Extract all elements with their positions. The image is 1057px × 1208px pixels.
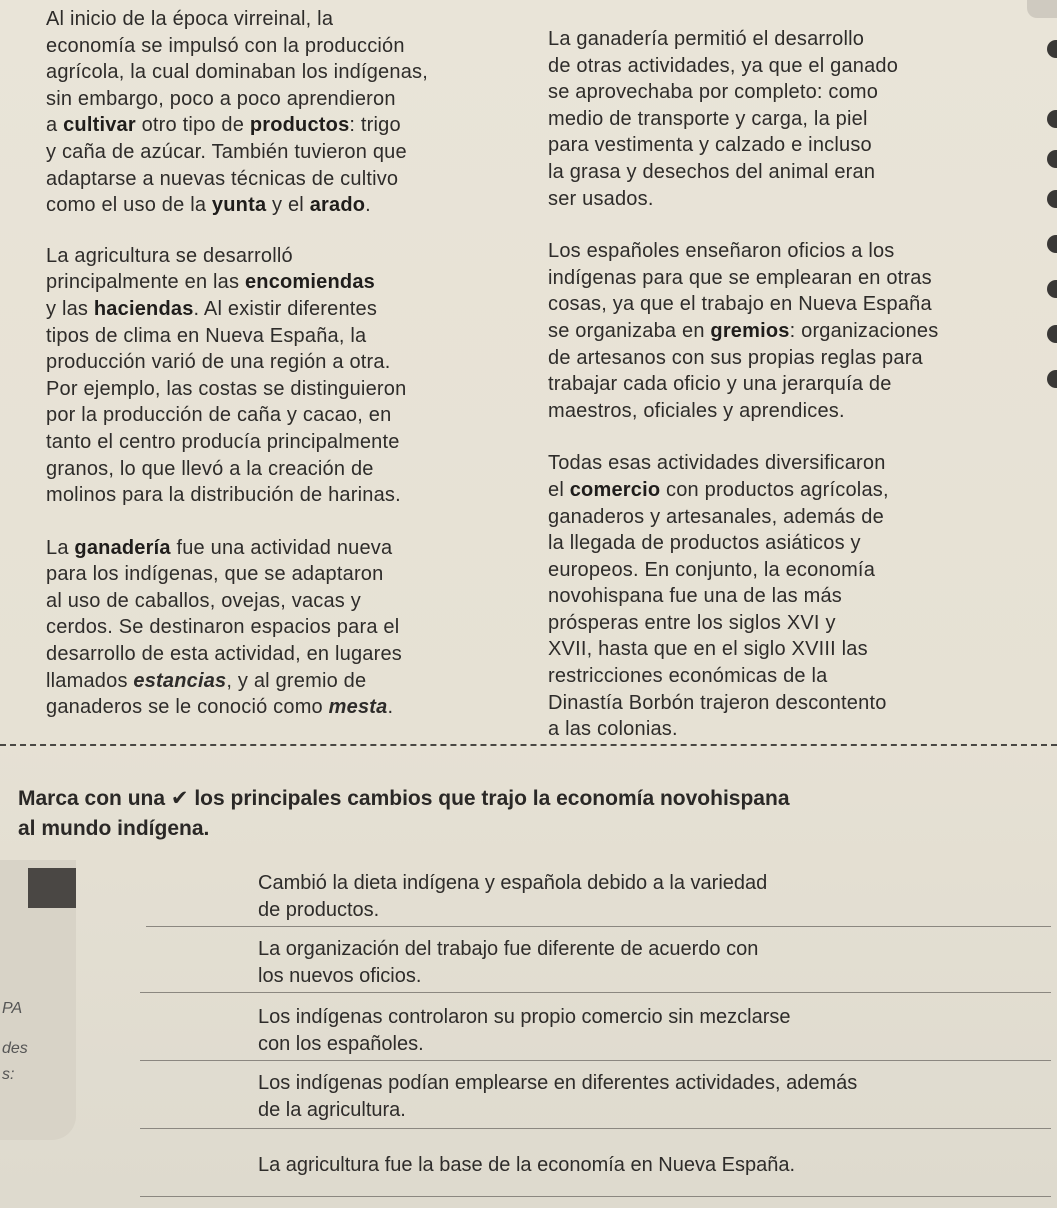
option-dieta[interactable]: Cambió la dieta indígena y española debido a la variedad de productos.: [258, 872, 768, 921]
margin-fragment: PA: [2, 1000, 23, 1017]
paragraph-agricultura: La agricultura se desarrolló principalmente en las encomiendas y las haciendas. Al existir diferentes tipos de clima en Nueva España, la producción varió de una región a otra. Por ejemplo, las costas se distinguieron por la producción de caña y cacao, en tanto el centro producía principalmente granos, lo que llevó a la creación de molinos para la distribución de harinas.: [46, 244, 407, 507]
paragraph-economia: Al inicio de la época virreinal, la economía se impulsó con la producción agrícola, la cual dominaban los indígenas, sin embargo, poco a poco aprendieron a cultivar otro tipo de productos: trigo y caña de azúcar. También tuvieron que adaptarse a nuevas técnicas de cultivo como el uso de la yunta y el arado.: [46, 8, 428, 217]
option-actividades[interactable]: Los indígenas podían emplearse en diferentes actividades, además de la agricultura.: [258, 1072, 858, 1121]
dashed-divider: [0, 744, 1057, 746]
answer-line: [140, 1060, 1051, 1061]
paragraph-ganaderia: La ganadería fue una actividad nueva para los indígenas, que se adaptaron al uso de caballos, ovejas, vacas y cerdos. Se destinaron espacios para el desarrollo de esta actividad, en lugares llamados estancias, y al gremio de ganaderos se le conoció como mesta.: [46, 536, 402, 719]
answer-line: [140, 1128, 1051, 1129]
exercise-instruction: Marca con una ✔ los principales cambios que trajo la economía novohispana al mundo indígena.: [18, 787, 790, 840]
page-tab: [28, 868, 76, 908]
left-column: [46, 6, 516, 747]
answer-line: [146, 926, 1051, 927]
right-column: [548, 26, 1018, 769]
paragraph-comercio: Todas esas actividades diversificaron el comercio con productos agrícolas, ganaderos y artesanales, además de la llegada de productos asiáticos y europeos. En conjunto, la economía novohispana fue una de las más prósperas entre los siglos XVI y XVII, hasta que en el siglo XVIII las restricciones económicas de la Dinastía Borbón trajeron descontento a las colonias.: [548, 452, 889, 741]
option-organizacion[interactable]: La organización del trabajo fue diferente de acuerdo con los nuevos oficios.: [258, 938, 759, 987]
answer-line: [140, 1196, 1051, 1197]
binding-marks: [1043, 30, 1057, 430]
option-agricultura-base[interactable]: La agricultura fue la base de la economía en Nueva España.: [258, 1154, 796, 1176]
margin-fragment: s:: [2, 1066, 15, 1083]
paragraph-ganaderia-desarrollo: La ganadería permitió el desarrollo de otras actividades, ya que el ganado se aprovechaba por completo: como medio de transporte y carga, la piel para vestimenta y calzado e incluso la grasa y desechos del animal eran ser usados.: [548, 28, 899, 210]
check-mark-icon: ✔: [170, 787, 189, 810]
page-corner: [1027, 0, 1057, 18]
margin-fragment: des: [2, 1040, 28, 1057]
option-comercio[interactable]: Los indígenas controlaron su propio comercio sin mezclarse con los españoles.: [258, 1006, 791, 1055]
answer-line: [140, 992, 1051, 993]
paragraph-oficios: Los españoles enseñaron oficios a los indígenas para que se emplearan en otras cosas, ya que el trabajo en Nueva España se organizaba en gremios: organizaciones de artesanos con sus propias reglas para trabajar cada oficio y una jerarquía de maestros, oficiales y aprendices.: [548, 240, 939, 422]
